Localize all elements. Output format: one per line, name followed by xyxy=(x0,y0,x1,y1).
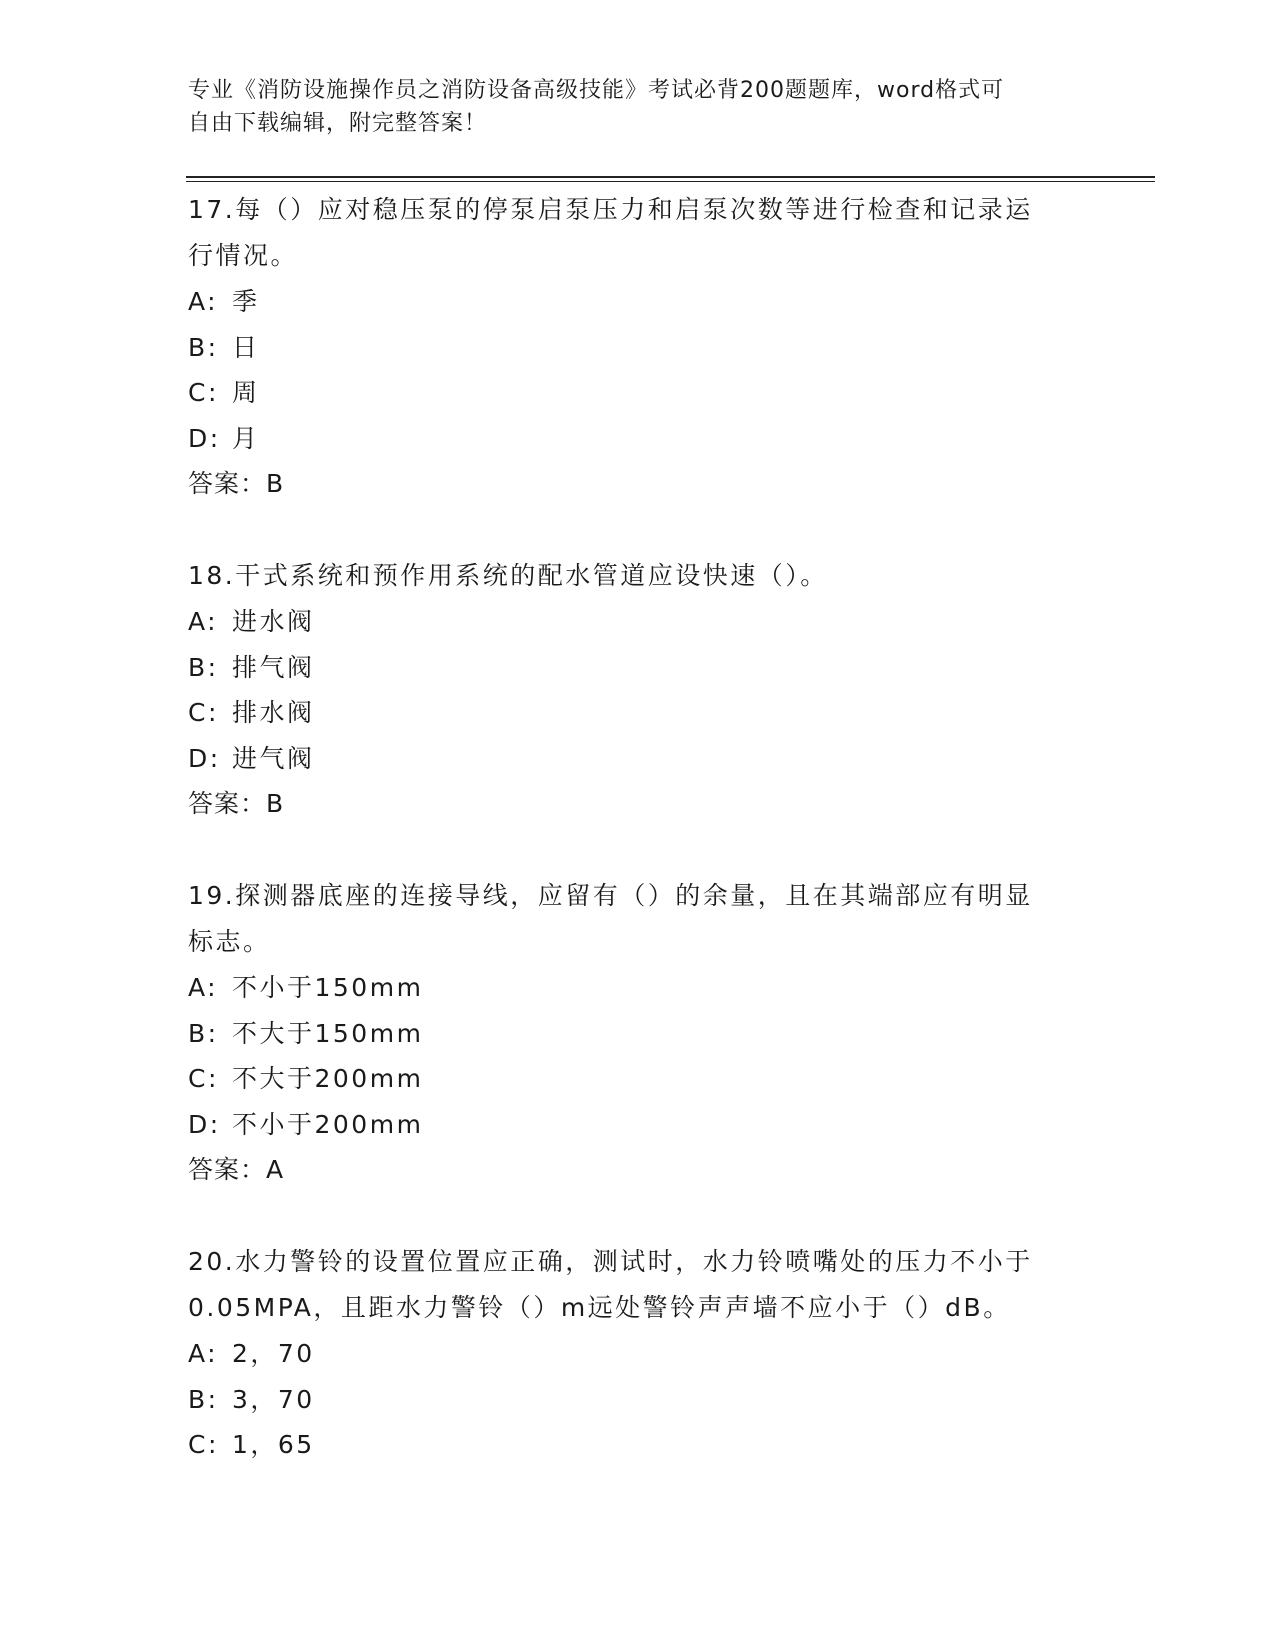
option-text: 周 xyxy=(232,378,260,407)
answer-line: 答案：A xyxy=(188,1155,285,1184)
option-key: C: xyxy=(188,1064,219,1093)
option-key: B: xyxy=(188,332,219,362)
option-b xyxy=(188,1377,1068,1423)
option-text: 1，65 xyxy=(232,1430,315,1459)
question-stem-line-1: 18.干式系统和预作用系统的配水管道应设快速（）。 xyxy=(188,561,828,590)
question-stem-line-1: 19.探测器底座的连接导线，应留有（）的余量，且在其端部应有明显 xyxy=(188,881,1033,910)
option-c xyxy=(188,370,1068,416)
option-text: 3，70 xyxy=(232,1384,315,1414)
question-spacer xyxy=(188,1192,1068,1239)
option-key: D: xyxy=(188,423,221,453)
option-b xyxy=(188,1011,1068,1057)
option-key: C: xyxy=(188,1430,219,1459)
option-key: B: xyxy=(188,1018,219,1048)
question-stem-line-1: 20.水力警铃的设置位置应正确，测试时，水力铃喷嘴处的压力不小于 xyxy=(188,1247,1033,1276)
option-a xyxy=(188,965,1068,1011)
question-stem xyxy=(188,873,1068,965)
option-c xyxy=(188,1056,1068,1102)
question-20 xyxy=(188,1239,1068,1468)
option-text: 不小于150mm xyxy=(232,973,424,1002)
option-d xyxy=(188,736,1068,782)
question-stem xyxy=(188,1239,1068,1331)
header-divider-thick xyxy=(186,176,1155,178)
option-text: 不大于150mm xyxy=(232,1018,424,1048)
option-key: D: xyxy=(188,1109,221,1139)
question-stem xyxy=(188,553,1068,599)
question-spacer xyxy=(188,826,1068,873)
option-text: 排水阀 xyxy=(232,698,315,727)
answer-line: 答案：B xyxy=(188,469,285,498)
option-d xyxy=(188,416,1068,462)
option-text: 季 xyxy=(232,287,260,316)
question-19 xyxy=(188,873,1068,1192)
option-text: 月 xyxy=(232,423,260,453)
option-key: D: xyxy=(188,743,221,773)
option-c xyxy=(188,690,1068,736)
question-18 xyxy=(188,553,1068,826)
option-c xyxy=(188,1422,1068,1468)
question-spacer xyxy=(188,506,1068,553)
option-a xyxy=(188,599,1068,645)
question-stem-line-1: 17.每（）应对稳压泵的停泵启泵压力和启泵次数等进行检查和记录运 xyxy=(188,195,1033,224)
option-text: 日 xyxy=(232,332,260,362)
option-key: C: xyxy=(188,698,219,727)
question-stem xyxy=(188,187,1068,279)
question-17 xyxy=(188,187,1068,506)
question-list xyxy=(188,187,1068,1468)
option-text: 不小于200mm xyxy=(232,1109,424,1139)
question-stem-line-2: 标志。 xyxy=(188,927,271,956)
option-text: 不大于200mm xyxy=(232,1064,424,1093)
option-text: 进气阀 xyxy=(232,743,315,773)
option-key: A: xyxy=(188,287,219,316)
option-key: B: xyxy=(188,1384,219,1414)
option-key: B: xyxy=(188,652,219,682)
option-b xyxy=(188,645,1068,691)
option-key: A: xyxy=(188,973,219,1002)
option-key: C: xyxy=(188,378,219,407)
question-stem-line-2: 0.05MPA，且距水力警铃（）m远处警铃声声墙不应小于（）dB。 xyxy=(188,1293,1011,1322)
option-b xyxy=(188,325,1068,371)
option-text: 2，70 xyxy=(232,1339,315,1368)
option-text: 进水阀 xyxy=(232,607,315,636)
question-stem-line-2: 行情况。 xyxy=(188,241,299,270)
document-header xyxy=(188,74,1068,140)
option-d xyxy=(188,1102,1068,1148)
option-text: 排气阀 xyxy=(232,652,315,682)
header-divider-thin xyxy=(186,181,1155,182)
option-key: A: xyxy=(188,607,219,636)
answer-line: 答案：B xyxy=(188,789,285,818)
header-line-1: 专业《消防设施操作员之消防设备高级技能》考试必背200题题库，word格式可 xyxy=(188,78,1005,103)
option-a xyxy=(188,279,1068,325)
option-a xyxy=(188,1331,1068,1377)
header-line-2: 自由下载编辑，附完整答案！ xyxy=(188,111,488,136)
option-key: A: xyxy=(188,1339,219,1368)
